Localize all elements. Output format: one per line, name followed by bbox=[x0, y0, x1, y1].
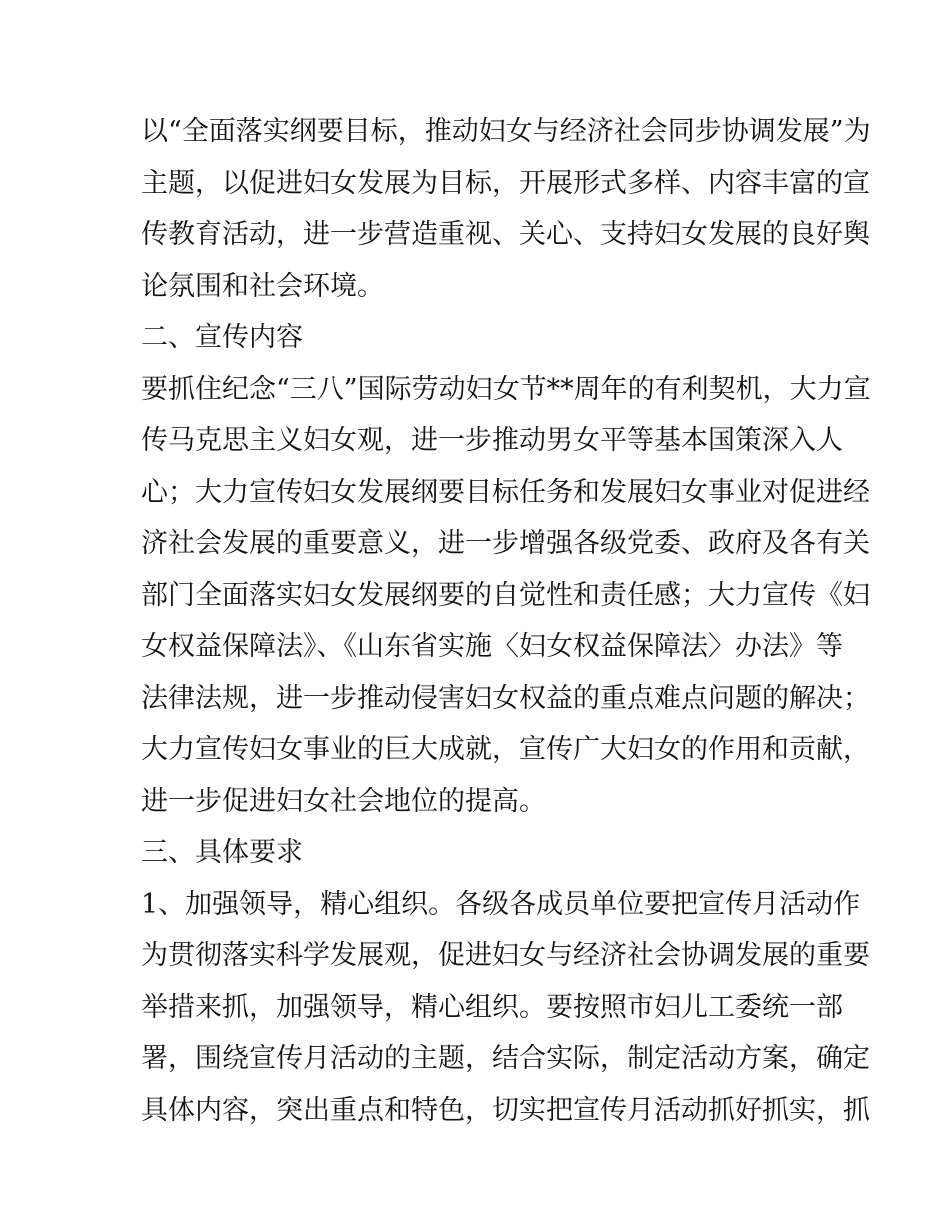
text-line: 以“全面落实纲要目标，推动妇女与经济社会同步协调发展”为 bbox=[141, 116, 871, 147]
document-body bbox=[141, 106, 871, 1136]
text-line: 主题，以促进妇女发展为目标，开展形式多样、内容丰富的宣 bbox=[141, 167, 870, 199]
text-line: 1、加强领导，精心组织。各级各成员单位要把宣传月活动作 bbox=[141, 888, 861, 920]
text-line: 心；大力宣传妇女发展纲要目标任务和发展妇女事业对促进经 bbox=[141, 476, 870, 508]
text-line: 法律法规，进一步推动侵害妇女权益的重点难点问题的解决； bbox=[141, 682, 870, 714]
text-line: 传马克思主义妇女观，进一步推动男女平等基本国策深入人 bbox=[141, 425, 843, 456]
text-line: 要抓住纪念“三八”国际劳动妇女节**周年的有利契机，大力宣 bbox=[141, 373, 871, 405]
text-line: 女权益保障法》、《山东省实施〈妇女权益保障法〉办法》等 bbox=[141, 631, 843, 662]
text-line: 济社会发展的重要意义，进一步增强各级党委、政府及各有关 bbox=[141, 528, 870, 559]
text-line: 具体内容，突出重点和特色，切实把宣传月活动抓好抓实，抓 bbox=[141, 1094, 870, 1126]
text-line: 举措来抓，加强领导，精心组织。要按照市妇儿工委统一部 bbox=[141, 991, 843, 1023]
text-line: 署，围绕宣传月活动的主题，结合实际，制定活动方案，确定 bbox=[141, 1043, 870, 1074]
section-heading: 三、具体要求 bbox=[141, 837, 303, 868]
text-line: 传教育活动，进一步营造重视、关心、支持妇女发展的良好舆 bbox=[141, 219, 870, 250]
text-line: 部门全面落实妇女发展纲要的自觉性和责任感；大力宣传《妇 bbox=[141, 579, 870, 611]
text-line: 论氛围和社会环境。 bbox=[141, 270, 384, 302]
section-heading: 二、宣传内容 bbox=[141, 322, 303, 353]
text-line: 为贯彻落实科学发展观，促进妇女与经济社会协调发展的重要 bbox=[141, 940, 870, 971]
text-line: 大力宣传妇女事业的巨大成就，宣传广大妇女的作用和贡献， bbox=[141, 734, 870, 765]
text-line: 进一步促进妇女社会地位的提高。 bbox=[141, 785, 546, 817]
